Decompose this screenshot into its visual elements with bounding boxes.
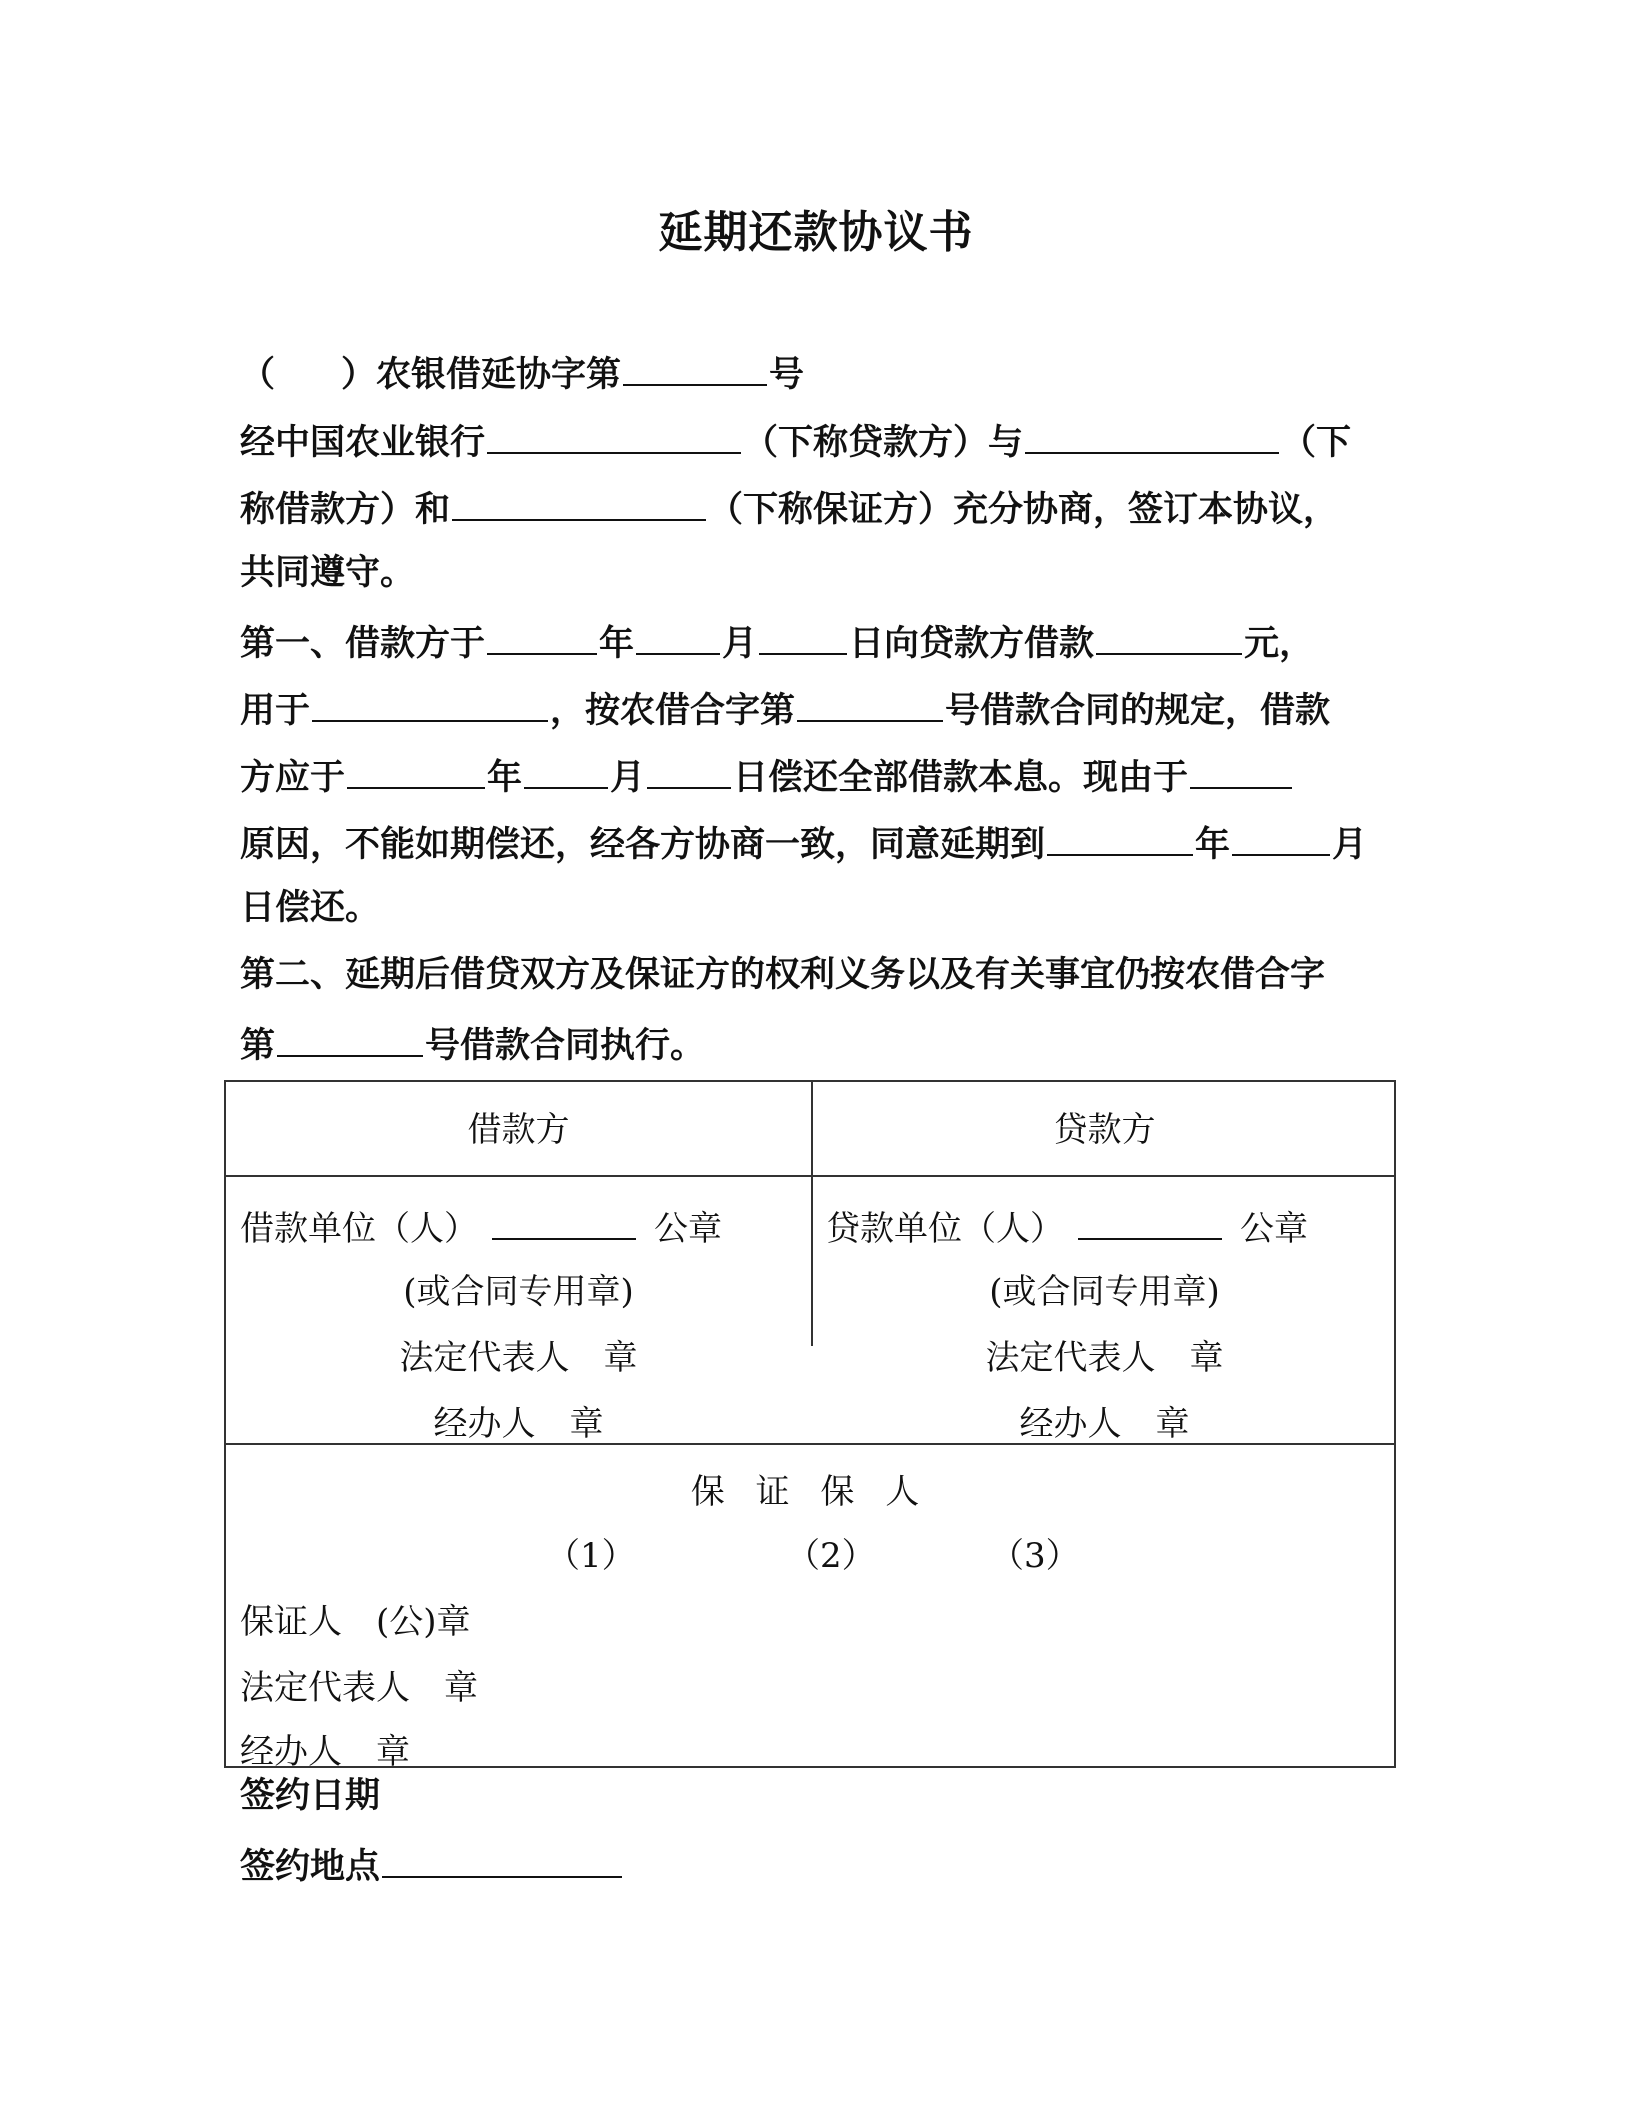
clause1-line-2: 用于 ，按农借合字第 号借款合同的规定，借款: [240, 674, 1400, 745]
loan-purpose-blank[interactable]: [312, 674, 548, 722]
borrower-legal-rep: 法定代表人 章: [399, 1338, 638, 1378]
intro-line-2: 称借款方）和 （下称保证方）充分协商，签订本协议，: [240, 473, 1400, 544]
lender-unit-blank[interactable]: [1078, 1198, 1222, 1240]
contract-number-blank[interactable]: [797, 674, 943, 722]
borrower-handler: 经办人 章: [433, 1404, 604, 1444]
guarantor-legal-rep: 法定代表人 章: [240, 1668, 478, 1708]
guarantor-2-label: （2）: [786, 1536, 876, 1576]
clause2-line-2: 第 号借款合同执行。: [240, 1009, 1400, 1080]
borrower-contract-seal: (或合同专用章): [403, 1272, 634, 1312]
sign-place-label: 签约地点: [240, 1847, 381, 1887]
borrower-name-blank[interactable]: [1025, 406, 1279, 454]
sign-date-label: 签约日期: [240, 1776, 381, 1816]
ref-close-paren: ）: [341, 355, 377, 395]
guarantor-header: 保 证 保 人: [690, 1472, 930, 1512]
loan-amount-blank[interactable]: [1096, 607, 1242, 655]
ref-number-blank[interactable]: [623, 338, 767, 386]
extension-month-blank[interactable]: [1232, 808, 1330, 856]
due-month-blank[interactable]: [524, 741, 608, 789]
clause2-line-1: 第二、延期后借贷双方及保证方的权利义务以及有关事宜仍按农借合字: [240, 955, 1326, 995]
guarantor-handler: 经办人 章: [240, 1732, 410, 1772]
document-title: 延期还款协议书: [658, 207, 974, 258]
contract-number-blank-2[interactable]: [277, 1009, 423, 1057]
bank-branch-blank[interactable]: [487, 406, 741, 454]
ref-suffix: 号: [769, 355, 805, 395]
sign-place-line: [240, 1830, 1400, 1901]
intro-line-3: 共同遵守。: [240, 553, 416, 593]
guarantor-3-label: （3）: [990, 1536, 1080, 1576]
lender-header: 贷款方: [1053, 1110, 1156, 1150]
ref-open-paren: （: [240, 355, 276, 395]
loan-year-blank[interactable]: [487, 607, 597, 655]
reason-blank[interactable]: [1190, 741, 1292, 789]
borrower-unit-blank[interactable]: [492, 1198, 636, 1240]
clause1-line-4: 原因，不能如期偿还，经各方协商一致，同意延期到 年 月: [240, 808, 1400, 879]
sign-place-blank[interactable]: [382, 1830, 622, 1878]
guarantor-1-label: （1）: [546, 1536, 636, 1576]
clause1-line-5: 日偿还。: [240, 888, 381, 928]
due-year-blank[interactable]: [347, 741, 485, 789]
lender-legal-rep: 法定代表人 章: [985, 1338, 1224, 1378]
lender-unit-line: 贷款单位（人） 公章: [826, 1198, 1308, 1250]
clause1-line-1: 第一、借款方于 年 月 日向贷款方借款 元，: [240, 607, 1400, 678]
reference-line: [240, 338, 1400, 409]
signature-table: [224, 1080, 1396, 1772]
sign-date-line: [240, 1763, 1400, 1830]
intro-line-1: 经中国农业银行 （下称贷款方）与 （下: [240, 406, 1400, 477]
loan-month-blank[interactable]: [636, 607, 720, 655]
extension-year-blank[interactable]: [1047, 808, 1193, 856]
clause1-line-3: 方应于 年 月 日偿还全部借款本息。现由于: [240, 741, 1400, 812]
loan-day-blank[interactable]: [759, 607, 847, 655]
guarantor-seal: 保证人 (公)章: [240, 1602, 471, 1642]
borrower-header: 借款方: [467, 1110, 570, 1150]
lender-contract-seal: (或合同专用章): [989, 1272, 1220, 1312]
table-header-divider: [226, 1175, 1394, 1177]
borrower-unit-line: 借款单位（人） 公章: [240, 1198, 722, 1250]
due-day-blank[interactable]: [647, 741, 731, 789]
guarantor-name-blank[interactable]: [452, 473, 706, 521]
ref-text: 农银借延协字第: [376, 355, 622, 395]
lender-handler: 经办人 章: [1019, 1404, 1190, 1444]
